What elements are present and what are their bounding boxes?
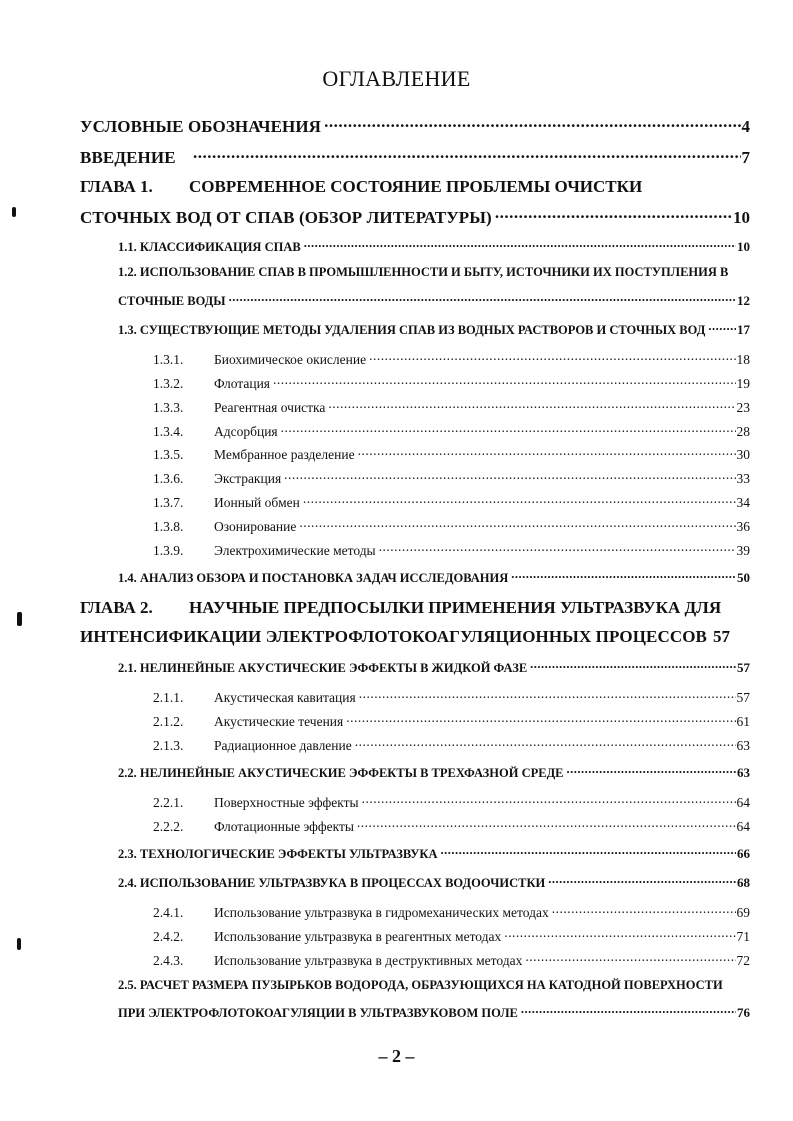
leader-dots: [355, 736, 736, 750]
toc-section-1-3[interactable]: [118, 321, 750, 338]
toc-page-number: 64: [736, 794, 750, 810]
toc-page-number: 61: [736, 713, 750, 729]
toc-subsection[interactable]: [153, 793, 750, 811]
toc-entry-text: Использование ультразвука в гидромеханических методах: [214, 904, 549, 920]
leader-dots: [504, 927, 735, 941]
leader-dots: [281, 422, 736, 436]
toc-entry-text: Радиационное давление: [214, 737, 352, 753]
subsection-number: 1.3.2.: [153, 375, 184, 391]
scan-mark: [17, 612, 22, 626]
toc-entry-text: ПРИ ЭЛЕКТРОФЛОТОКОАГУЛЯЦИИ В УЛЬТРАЗВУКОВОМ ПОЛЕ: [118, 1005, 518, 1020]
scan-mark: [17, 938, 21, 950]
leader-dots: [299, 517, 735, 531]
toc-entry-text: Использование ультразвука в деструктивных методах: [214, 952, 523, 968]
toc-subsection[interactable]: [153, 712, 750, 730]
leader-dots: [284, 469, 735, 483]
toc-page-number: 36: [736, 518, 750, 534]
subsection-number: 1.3.6.: [153, 470, 184, 486]
leader-dots: [708, 321, 736, 334]
leader-dots: [369, 350, 735, 364]
chapter-title-line1: СОВРЕМЕННОЕ СОСТОЯНИЕ ПРОБЛЕМЫ ОЧИСТКИ: [189, 177, 643, 196]
toc-subsection[interactable]: [153, 445, 750, 463]
leader-dots: [358, 445, 736, 459]
toc-entry-text: 2.2. НЕЛИНЕЙНЫЕ АКУСТИЧЕСКИЕ ЭФФЕКТЫ В ТРЕХФАЗНОЙ СРЕДЕ: [118, 765, 564, 780]
toc-section-1-1[interactable]: [118, 238, 750, 255]
toc-subsection[interactable]: [153, 398, 750, 416]
toc-subsection[interactable]: [153, 903, 750, 921]
subsection-number: 1.3.1.: [153, 351, 184, 367]
leader-dots: [441, 845, 737, 858]
toc-page-number: 17: [737, 321, 750, 337]
toc-subsection[interactable]: [153, 951, 750, 969]
leader-dots: [328, 398, 735, 412]
toc-entry-text: Акустические течения: [214, 713, 344, 729]
subsection-number: 1.3.7.: [153, 494, 184, 510]
toc-subsection[interactable]: [153, 736, 750, 754]
toc-section-2-4[interactable]: [118, 874, 750, 891]
toc-entry-text: УСЛОВНЫЕ ОБОЗНАЧЕНИЯ: [80, 117, 322, 136]
toc-entry-text: Реагентная очистка: [214, 399, 326, 415]
toc-entry-text: Мембранное разделение: [214, 446, 355, 462]
toc-entry-text: 2.1. НЕЛИНЕЙНЫЕ АКУСТИЧЕСКИЕ ЭФФЕКТЫ В ЖИДКОЙ ФАЗЕ: [118, 660, 528, 675]
toc-page-number: 28: [736, 423, 750, 439]
chapter-label: ГЛАВА 1.: [80, 177, 153, 196]
toc-section-1-4[interactable]: [118, 569, 750, 586]
subsection-number: 1.3.3.: [153, 399, 184, 415]
toc-entry-text: 2.3. ТЕХНОЛОГИЧЕСКИЕ ЭФФЕКТЫ УЛЬТРАЗВУКА: [118, 846, 438, 861]
toc-entry-text: Поверхностные эффекты: [214, 794, 359, 810]
toc-entry-text: Акустическая кавитация: [214, 689, 356, 705]
toc-page-number: 57: [737, 659, 750, 675]
subsection-number: 2.2.2.: [153, 818, 184, 834]
scan-mark: [12, 207, 16, 217]
subsection-number: 2.4.3.: [153, 952, 184, 968]
toc-chapter-1-title-end[interactable]: [80, 206, 750, 228]
subsection-number: 1.3.8.: [153, 518, 184, 534]
toc-page-number: 57: [736, 689, 750, 705]
toc-page-number: 57: [713, 627, 730, 646]
subsection-number: 2.1.2.: [153, 713, 184, 729]
toc-page-number: 7: [741, 148, 750, 167]
leader-dots: [229, 292, 736, 305]
toc-subsection[interactable]: [153, 817, 750, 835]
page-number: – 2 –: [378, 1046, 415, 1066]
toc-subsection[interactable]: [153, 541, 750, 559]
toc-page-number: 66: [737, 845, 750, 861]
toc-section-1-2-line1[interactable]: 1.2. ИСПОЛЬЗОВАНИЕ СПАВ В ПРОМЫШЛЕННОСТИ И БЫТУ, ИСТОЧНИКИ ИХ ПОСТУПЛЕНИЯ В: [118, 265, 729, 279]
toc-subsection[interactable]: [153, 493, 750, 511]
toc-section-1-2[interactable]: [118, 292, 750, 309]
leader-dots: [525, 951, 735, 965]
leader-dots: [273, 374, 735, 388]
toc-subsection[interactable]: [153, 422, 750, 440]
toc-page-number: 23: [736, 399, 750, 415]
toc-page-number: 12: [737, 292, 750, 308]
subsection-number: 1.3.5.: [153, 446, 184, 462]
toc-page-number: 69: [736, 904, 750, 920]
toc-entry-text: Флотация: [214, 375, 271, 391]
toc-page-number: 33: [736, 470, 750, 486]
toc-entry-text: ВВЕДЕНИЕ: [80, 148, 176, 167]
toc-page-number: 4: [741, 117, 750, 136]
chapter-label: ГЛАВА 2.: [80, 598, 153, 617]
toc-entry-text: Биохимическое окисление: [214, 351, 367, 367]
toc-entry-text: 1.4. АНАЛИЗ ОБЗОРА И ПОСТАНОВКА ЗАДАЧ ИССЛЕДОВАНИЯ: [118, 570, 509, 585]
toc-chapter-1-heading[interactable]: [80, 177, 642, 197]
toc-section-2-5-line1[interactable]: 2.5. РАСЧЕТ РАЗМЕРА ПУЗЫРЬКОВ ВОДОРОДА, ОБРАЗУЮЩИХСЯ НА КАТОДНОЙ ПОВЕРХНОСТИ: [118, 978, 723, 992]
toc-entry-text: 1.1. КЛАССИФИКАЦИЯ СПАВ: [118, 239, 301, 254]
leader-dots: [304, 238, 736, 251]
chapter-title-line2: СТОЧНЫХ ВОД ОТ СПАВ (ОБЗОР ЛИТЕРАТУРЫ): [80, 208, 492, 227]
toc-chapter-2-title-end[interactable]: [80, 627, 750, 647]
subsection-number: 2.1.3.: [153, 737, 184, 753]
toc-subsection[interactable]: [153, 688, 750, 706]
toc-entry-text: Адсорбция: [214, 423, 278, 439]
leader-dots: [357, 817, 736, 831]
toc-page-number: 71: [736, 928, 750, 944]
leader-dots: [379, 541, 736, 555]
toc-page-number: 10: [733, 208, 750, 227]
leader-dots: [193, 146, 741, 163]
toc-page-number: 64: [736, 818, 750, 834]
leader-dots: [359, 688, 736, 702]
toc-entry-text: Экстракция: [214, 470, 282, 486]
toc-page-number: 72: [736, 952, 750, 968]
toc-entry-notation[interactable]: [80, 115, 750, 137]
toc-page-number: 19: [736, 375, 750, 391]
page-title: ОГЛАВЛЕНИЕ: [322, 66, 471, 91]
subsection-number: 2.4.1.: [153, 904, 184, 920]
toc-entry-text: Ионный обмен: [214, 494, 300, 510]
toc-page-number: 30: [736, 446, 750, 462]
toc-page-number: 18: [736, 351, 750, 367]
toc-page-number: 76: [737, 1004, 750, 1020]
toc-entry-text: Электрохимические методы: [214, 542, 376, 558]
toc-entry-text: Озонирование: [214, 518, 297, 534]
toc-page-number: 10: [737, 238, 750, 254]
toc-subsection[interactable]: [153, 374, 750, 392]
toc-entry-text: 1.3. СУЩЕСТВУЮЩИЕ МЕТОДЫ УДАЛЕНИЯ СПАВ ИЗ ВОДНЫХ РАСТВОРОВ И СТОЧНЫХ ВОД: [118, 322, 706, 337]
leader-dots: [346, 712, 735, 726]
toc-entry-text: Флотационные эффекты: [214, 818, 354, 834]
toc-chapter-2-heading[interactable]: [80, 598, 721, 618]
leader-dots: [567, 764, 736, 777]
subsection-number: 2.4.2.: [153, 928, 184, 944]
toc-page-number: 63: [736, 737, 750, 753]
toc-entry-intro[interactable]: [80, 146, 750, 168]
toc-section-2-1[interactable]: [118, 659, 750, 676]
toc-section-2-2[interactable]: [118, 764, 750, 781]
toc-section-2-3[interactable]: [118, 845, 750, 862]
toc-subsection[interactable]: [153, 517, 750, 535]
subsection-number: 1.3.4.: [153, 423, 184, 439]
leader-dots: [495, 206, 732, 223]
subsection-number: 2.2.1.: [153, 794, 184, 810]
toc-page-number: 50: [737, 569, 750, 585]
leader-dots: [521, 1004, 736, 1017]
toc-entry-text: 2.4. ИСПОЛЬЗОВАНИЕ УЛЬТРАЗВУКА В ПРОЦЕССАХ ВОДООЧИСТКИ: [118, 875, 546, 890]
toc-subsection[interactable]: [153, 350, 750, 368]
toc-page-number: 34: [736, 494, 750, 510]
leader-dots: [552, 903, 736, 917]
toc-entry-text: Использование ультразвука в реагентных методах: [214, 928, 502, 944]
leader-dots: [303, 493, 736, 507]
toc-page-number: 39: [736, 542, 750, 558]
toc-page-number: 68: [737, 874, 750, 890]
leader-dots: [530, 659, 736, 672]
chapter-title-line1: НАУЧНЫЕ ПРЕДПОСЫЛКИ ПРИМЕНЕНИЯ УЛЬТРАЗВУКА ДЛЯ: [189, 598, 722, 617]
toc-page-number: 63: [737, 764, 750, 780]
toc-subsection[interactable]: [153, 927, 750, 945]
subsection-number: 2.1.1.: [153, 689, 184, 705]
leader-dots: [362, 793, 736, 807]
leader-dots: [548, 874, 736, 887]
leader-dots: [324, 115, 740, 132]
toc-entry-text: СТОЧНЫЕ ВОДЫ: [118, 293, 226, 308]
toc-subsection[interactable]: [153, 469, 750, 487]
chapter-title-line2: ИНТЕНСИФИКАЦИИ ЭЛЕКТРОФЛОТОКОАГУЛЯЦИОННЫХ ПРОЦЕССОВ: [80, 627, 707, 646]
subsection-number: 1.3.9.: [153, 542, 184, 558]
toc-section-2-5[interactable]: [118, 1004, 750, 1021]
leader-dots: [511, 569, 736, 582]
